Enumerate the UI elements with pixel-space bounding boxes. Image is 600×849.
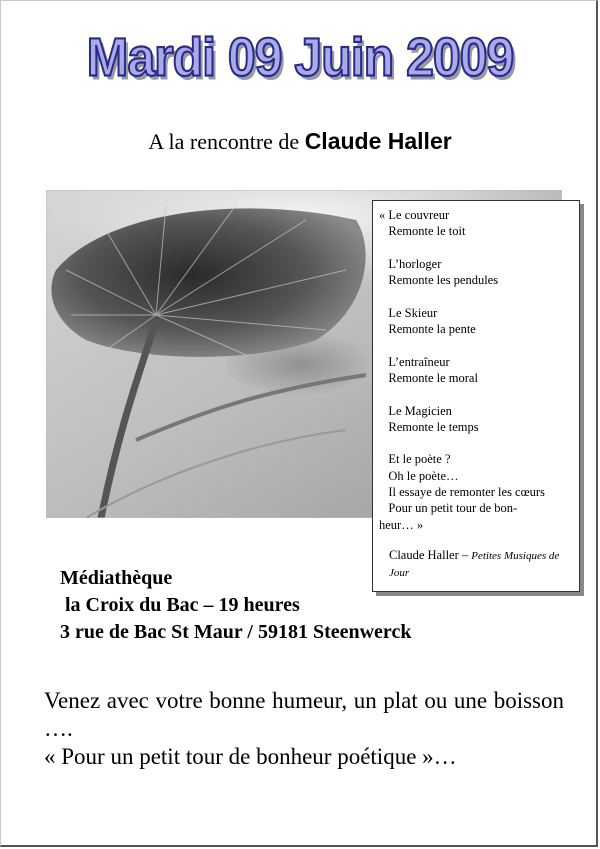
- poem-line: Le Magicien: [379, 403, 452, 418]
- poem-signature-dash: –: [458, 547, 472, 562]
- poem-line: Le Skieur: [379, 305, 438, 320]
- poem-line: L’horloger: [379, 256, 442, 271]
- venue-address: 3 rue de Bac St Maur / 59181 Steenwerck: [60, 621, 412, 643]
- poem-box: [372, 200, 580, 592]
- poem-line: Et le poète ?: [379, 452, 451, 467]
- poem-line: Remonte le moral: [379, 370, 478, 385]
- invitation-text: [44, 687, 564, 771]
- invitation-line-2: « Pour un petit tour de bonheur poétique »…: [44, 744, 457, 769]
- poem-stanza-gap: [379, 288, 573, 304]
- subtitle: [0, 128, 600, 155]
- poem-line: heur… »: [379, 517, 424, 532]
- poem-line: Pour un petit tour de bon-: [379, 501, 518, 516]
- invitation-line-1: Venez avec votre bonne humeur, un plat ou une boisson ….: [44, 688, 564, 741]
- poem-line: « Le couvreur: [379, 208, 450, 222]
- poem-line: Remonte la pente: [379, 322, 476, 337]
- author-name: Claude Haller: [304, 128, 452, 154]
- poem-author: Claude Haller: [389, 547, 459, 562]
- poem-stanza-gap: [379, 435, 573, 451]
- venue-info: [60, 565, 411, 646]
- poem-stanza-gap: [379, 240, 573, 256]
- poem-stanza-gap: [379, 386, 573, 402]
- venue-place-time: la Croix du Bac – 19 heures: [60, 594, 300, 616]
- poem-line: Oh le poète…: [379, 468, 459, 483]
- poem-stanza-gap: [379, 337, 573, 353]
- poem-line: Il essaye de remonter les cœurs: [379, 485, 545, 500]
- venue-name: Médiathèque: [60, 567, 173, 589]
- poem-line: Remonte le toit: [379, 224, 466, 239]
- poem-work-title: Petites Musiques de Jour: [389, 549, 560, 580]
- poem-line: Remonte les pendules: [379, 273, 499, 288]
- page-title: Mardi 09 Juin 2009: [86, 26, 514, 88]
- poem-line: Remonte le temps: [379, 419, 479, 434]
- subtitle-prefix: A la rencontre de: [148, 129, 300, 154]
- poem-line: L’entraîneur: [379, 354, 450, 369]
